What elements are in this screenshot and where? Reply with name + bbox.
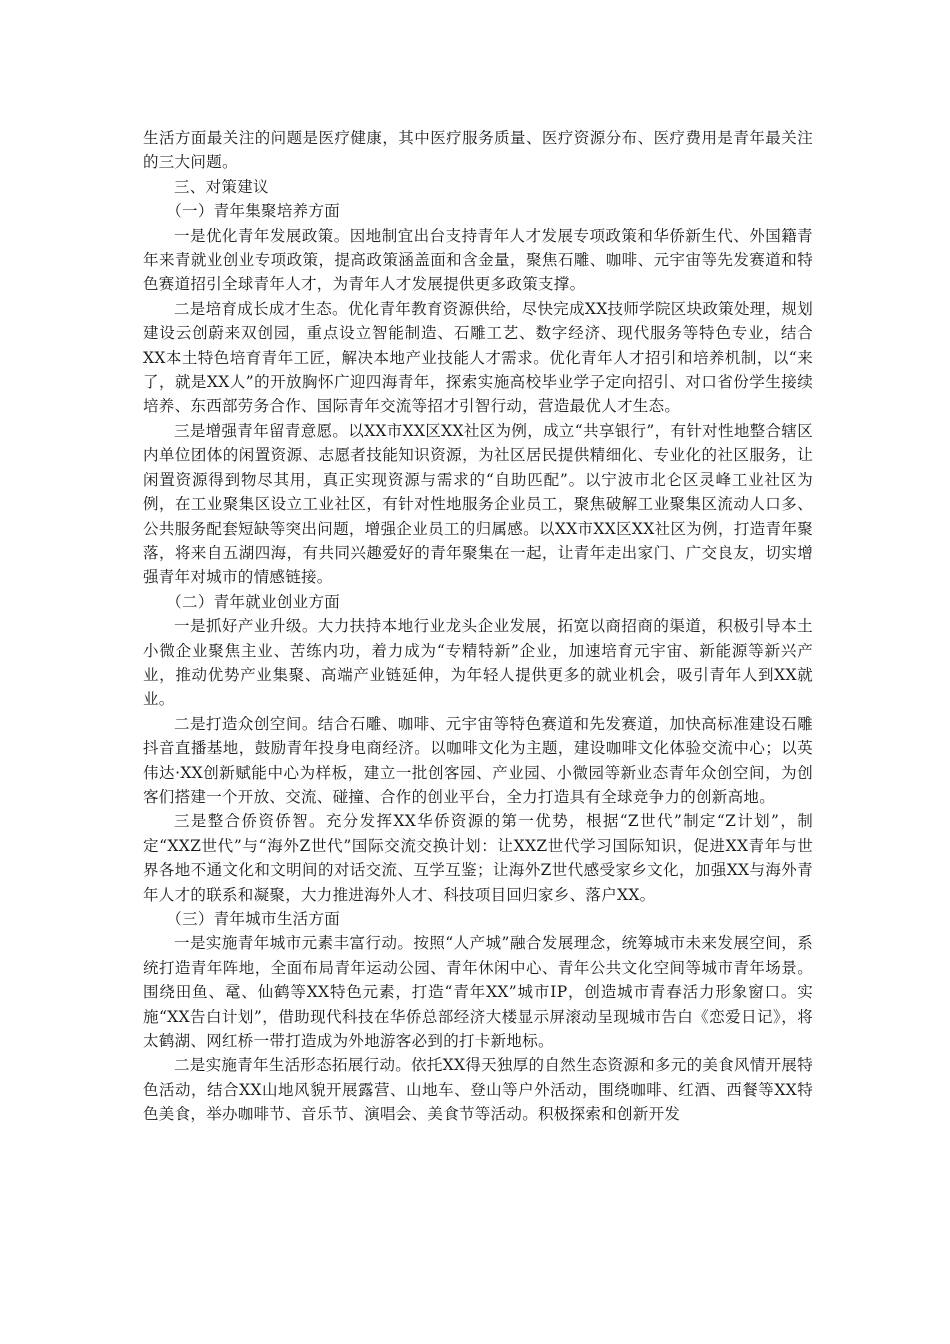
subsection-heading-city-life: （三）青年城市生活方面 — [166, 910, 341, 928]
paragraph-retention-willingness: 三是增强青年留青意愿。以XX市XX区XX社区为例，成立“共享银行”，有针对性地整合辖区内单位团体的闲置资源、志愿者技能知识资源，为社区居民提供精细化、专业化的社区服务，让闲置资源得到物尽其用，真正实现资源与需求的“自助匹配”。以宁波市北仑区灵峰工业社区为例，在工业聚集区设立工业社区，有针对性地服务企业员工，聚焦破解工业聚集区流动人口多、公共服务配套短缺等突出问题，增强企业员工的归属感。以XX市XX区XX社区为例，打造青年聚落，将来自五湖四海，有共同兴趣爱好的青年聚集在一起，让青年走出家门、广交良友，切实增强青年对城市的情感链接。 — [143, 421, 813, 587]
subsection-heading-employment: （二）青年就业创业方面 — [166, 592, 341, 611]
paragraph-intro-continuation: 生活方面最关注的问题是医疗健康，其中医疗服务质量、医疗资源分布、医疗费用是青年最关注的三大问题。 — [143, 129, 813, 172]
paragraph-city-elements: 一是实施青年城市元素丰富行动。按照“人产城”融合发展理念，统筹城市未来发展空间，系统打造青年阵地，全面布局青年运动公园、青年休闲中心、青年公共文化空间等城市青年场景。围绕田鱼、鼋、仙鹤等XX特色元素，打造“青年XX”城市IP，创造城市青春活力形象窗口。实施“XX告白计划”，借助现代科技在华侨总部经济大楼显示屏滚动呈现城市告白《恋爱日记》，将太鹤湖、网红桥一带打造成为外地游客必到的打卡新地标。 — [143, 934, 813, 1051]
paragraph-optimize-policy: 一是优化青年发展政策。因地制宜出台支持青年人才发展专项政策和华侨新生代、外国籍青年来青就业创业专项政策，提高政策涵盖面和含金量，聚焦石雕、咖啡、元宇宙等先发赛道和特色赛道招引全球青年人才，为青年人才发展提供更多政策支撑。 — [143, 226, 813, 294]
paragraph-lifestyle-expansion: 二是实施青年生活形态拓展行动。依托XX得天独厚的自然生态资源和多元的美食风情开展特色活动，结合XX山地风貌开展露营、山地车、登山等户外活动，围绕咖啡、红酒、西餐等XX特色美食，举办咖啡节、音乐节、演唱会、美食节等活动。积极探索和创新开发 — [143, 1056, 813, 1124]
subsection-heading-youth-gathering: （一）青年集聚培养方面 — [166, 202, 341, 221]
paragraph-growth-ecology: 二是培育成长成才生态。优化青年教育资源供给，尽快完成XX技师学院区块政策处理，规划建设云创蔚来双创园，重点设立智能制造、石雕工艺、数字经济、现代服务等特色专业，结合XX本土特色培育青年工匠，解决本地产业技能人才需求。优化青年人才招引和培养机制，以“来了，就是XX人”的开放胸怀广迎四海青年，探索实施高校毕业学子定向招引、对口省份学生接续培养、东西部劳务合作、国际青年交流等招才引智行动，营造最优人才生态。 — [143, 299, 813, 416]
document-body — [143, 126, 813, 1127]
paragraph-industry-upgrade: 一是抓好产业升级。大力扶持本地行业龙头企业发展，拓宽以商招商的渠道，积极引导本土小微企业聚焦主业、苦练内功，着力成为“专精特新”企业，加速培育元宇宙、新能源等新兴产业，推动优势产业集聚、高端产业链延伸，为年轻人提供更多的就业机会，吸引青年人到XX就业。 — [143, 617, 813, 709]
section-heading-policy-suggestions: 三、对策建议 — [174, 177, 269, 196]
paragraph-maker-space: 二是打造众创空间。结合石雕、咖啡、元宇宙等特色赛道和先发赛道，加快高标准建设石雕抖音直播基地，鼓励青年投身电商经济。以咖啡文化为主题，建设咖啡文化体验交流中心；以英伟达·XX创新赋能中心为样板，建立一批创客园、产业园、小微园等新业态青年众创空间，为创客们搭建一个开放、交流、碰撞、合作的创业平台，全力打造具有全球竞争力的创新高地。 — [143, 714, 813, 806]
paragraph-overseas-resources: 三是整合侨资侨智。充分发挥XX华侨资源的第一优势，根据“Z世代”制定“Z计划”，制定“XXZ世代”与“海外Z世代”国际交流交换计划：让XXZ世代学习国际知识，促进XX青年与世界各地不通文化和文明间的对话交流、互学互鉴；让海外Z世代感受家乡文化，加强XX与海外青年人才的联系和凝聚，大力推进海外人才、科技项目回归家乡、落户XX。 — [143, 812, 813, 904]
